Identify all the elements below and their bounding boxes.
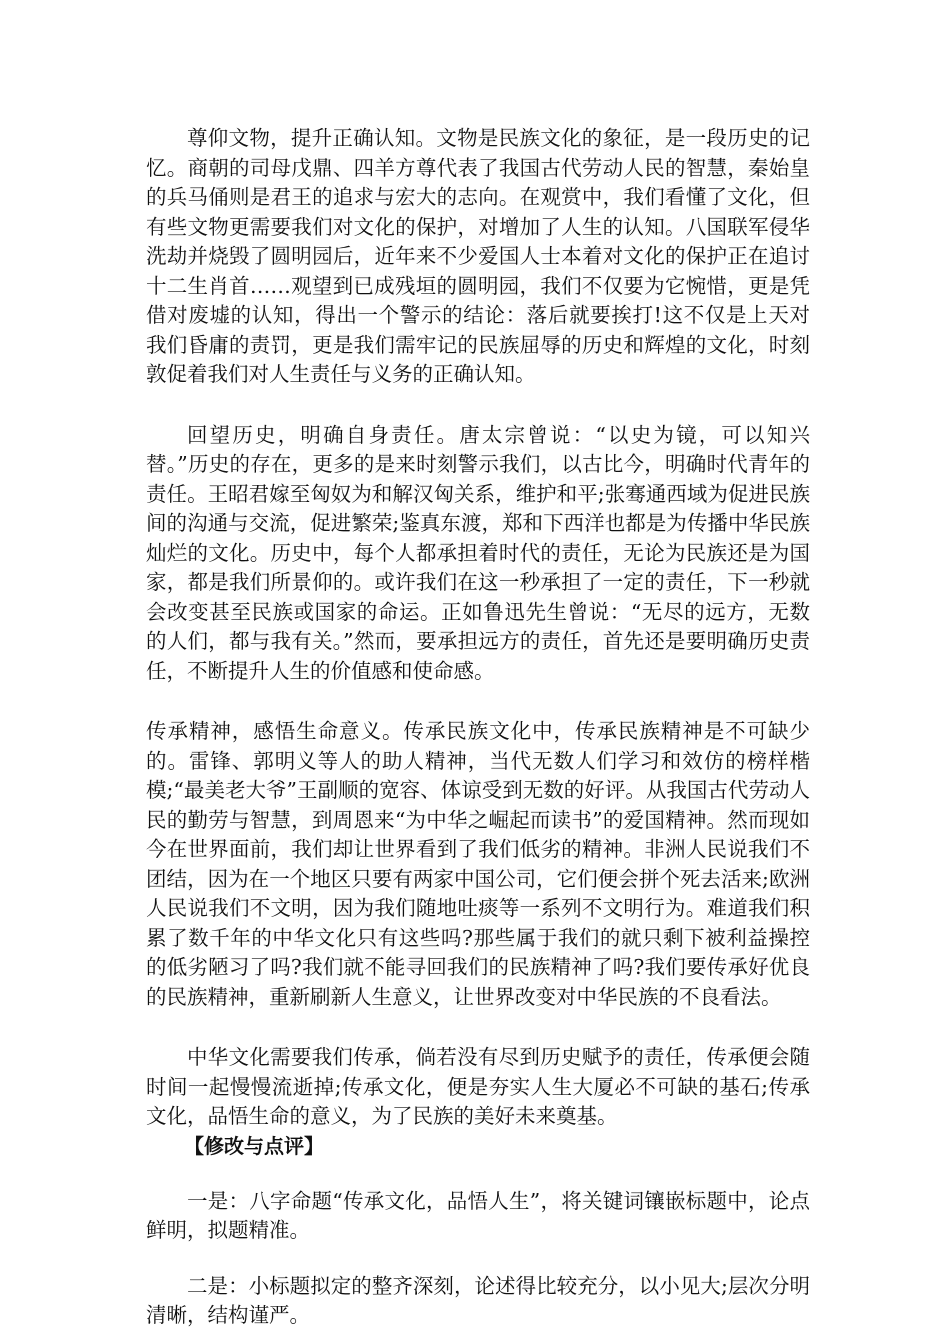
paragraph-history-responsibility: 回望历史，明确自身责任。唐太宗曾说：“以史为镜，可以知兴替。”历史的存在，更多的是来时刻警示我们，以古比今，明确时代青年的责任。王昭君嫁至匈奴为和解汉匈关系，维护和平;张骞通西域为促进民族间的沟通与交流，促进繁荣;鉴真东渡，郑和下西洋也都是为传播中华民族灿烂的文化。历史中，每个人都承担着时代的责任，无论为民族还是为国家，都是我们所景仰的。或许我们在这一秒承担了一定的责任，下一秒就会改变甚至民族或国家的命运。正如鲁迅先生曾说：“无尽的远方，无数的人们，都与我有关。”然而，要承担远方的责任，首先还是要明确历史责任，不断提升人生的价值感和使命感。 — [146, 422, 810, 683]
review-item-2: 二是：小标题拟定的整齐深刻，论述得比较充分，以小见大;层次分明清晰，结构谨严。 — [146, 1273, 810, 1327]
paragraph-conclusion: 中华文化需要我们传承，倘若没有尽到历史赋予的责任，传承便会随时间一起慢慢流逝掉;传承文化，便是夯实人生大厦必不可缺的基石;传承文化，品悟生命的意义，为了民族的美好未来奠基。 — [146, 1045, 810, 1128]
paragraph-cultural-relics: 尊仰文物，提升正确认知。文物是民族文化的象征，是一段历史的记忆。商朝的司母戊鼎、四羊方尊代表了我国古代劳动人民的智慧，秦始皇的兵马俑则是君王的追求与宏大的志向。在观赏中，我们看懂了文化，但有些文物更需要我们对文化的保护，对增加了人生的认知。八国联军侵华洗劫并烧毁了圆明园后，近年来不少爱国人士本着对文化的保护正在追讨十二生肖首……观望到已成残垣的圆明园，我们不仅要为它惋惜，更是凭借对废墟的认知，得出一个警示的结论：落后就要挨打!这不仅是上天对我们昏庸的责罚，更是我们需牢记的民族屈辱的历史和辉煌的文化，时刻敦促着我们对人生责任与义务的正确认知。 — [146, 126, 810, 386]
paragraph-national-spirit: 传承精神，感悟生命意义。传承民族文化中，传承民族精神是不可缺少的。雷锋、郭明义等人的助人精神，当代无数人们学习和效仿的榜样楷模;“最美老大爷”王副顺的宽容、体谅受到无数的好评。从我国古代劳动人民的勤劳与智慧，到周恩来“为中华之崛起而读书”的爱国精神。然而现如今在世界面前，我们却让世界看到了我们低劣的精神。非洲人民说我们不团结，因为在一个地区只要有两家中国公司，它们便会拼个死去活来;欧洲人民说我们不文明，因为我们随地吐痰等一系列不文明行为。难道我们积累了数千年的中华文化只有这些吗?那些属于我们的就只剩下被利益操控的低劣陋习了吗?我们就不能寻回我们的民族精神了吗?我们要传承好优良的民族精神，重新刷新人生意义，让世界改变对中华民族的不良看法。 — [146, 719, 810, 1009]
document-body — [146, 124, 810, 1331]
review-item-1: 一是：八字命题“传承文化，品悟人生”，将关键词镶嵌标题中，论点鲜明，拟题精准。 — [146, 1188, 810, 1242]
review-heading: 【修改与点评】 — [184, 1133, 324, 1158]
